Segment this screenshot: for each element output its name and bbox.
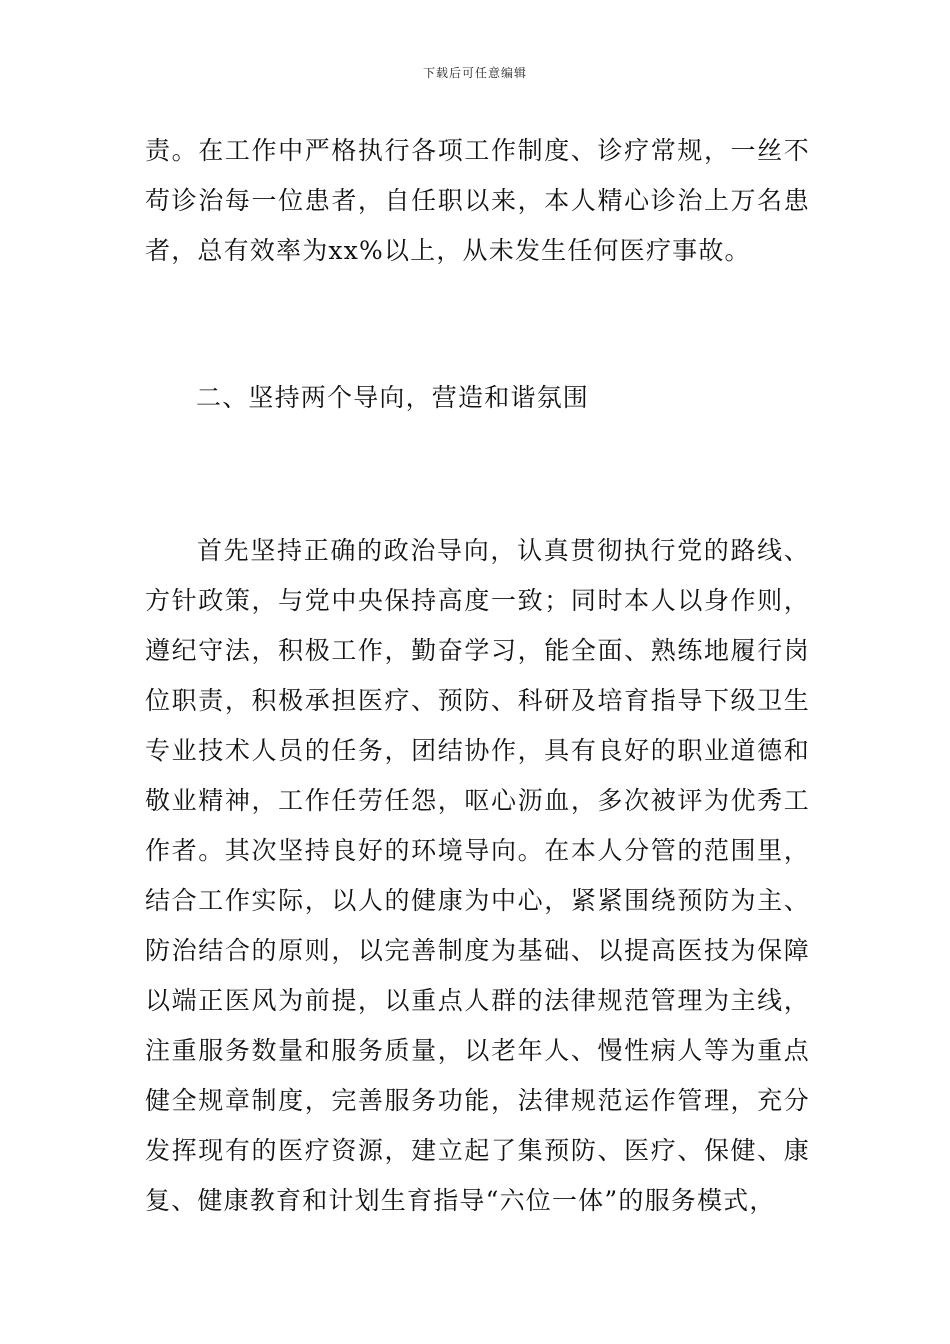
page-header-note: 下载后可任意编辑	[422, 66, 527, 80]
paragraph-1-text: 责。在工作中严格执行各项工作制度、诊疗常规，一丝不苟诊治每一位患者，自任职以来，本人精心诊治上万名患者，总有效率为xx%以上，从未发生任何医疗事故。	[145, 136, 810, 265]
paragraph-continued	[145, 126, 810, 276]
paragraph-2-text: 首先坚持正确的政治导向，认真贯彻执行党的路线、方针政策，与党中央保持高度一致；同时本人以身作则，遵纪守法，积极工作，勤奋学习，能全面、熟练地履行岗位职责，积极承担医疗、预防、科研及培育指导下级卫生专业技术人员的任务，团结协作，具有良好的职业道德和敬业精神，工作任劳任怨，呕心沥血，多次被评为优秀工作者。其次坚持良好的环境导向。在本人分管的范围里，结合工作实际，以人的健康为中心，紧紧围绕预防为主、防治结合的原则，以完善制度为基础、以提高医技为保障以端正医风为前提，以重点人群的法律规范管理为主线，注重服务数量和服务质量，以老年人、慢性病人等为重点健全规章制度，完善服务功能，法律规范运作管理，充分发挥现有的医疗资源，建立起了集预防、医疗、保健、康复、健康教育和计划生育指导“六位一体”的服务模式，	[145, 536, 810, 1215]
paragraph-section-2	[145, 526, 810, 1226]
section-heading-2: 二、坚持两个导向，营造和谐氛围	[196, 383, 590, 412]
